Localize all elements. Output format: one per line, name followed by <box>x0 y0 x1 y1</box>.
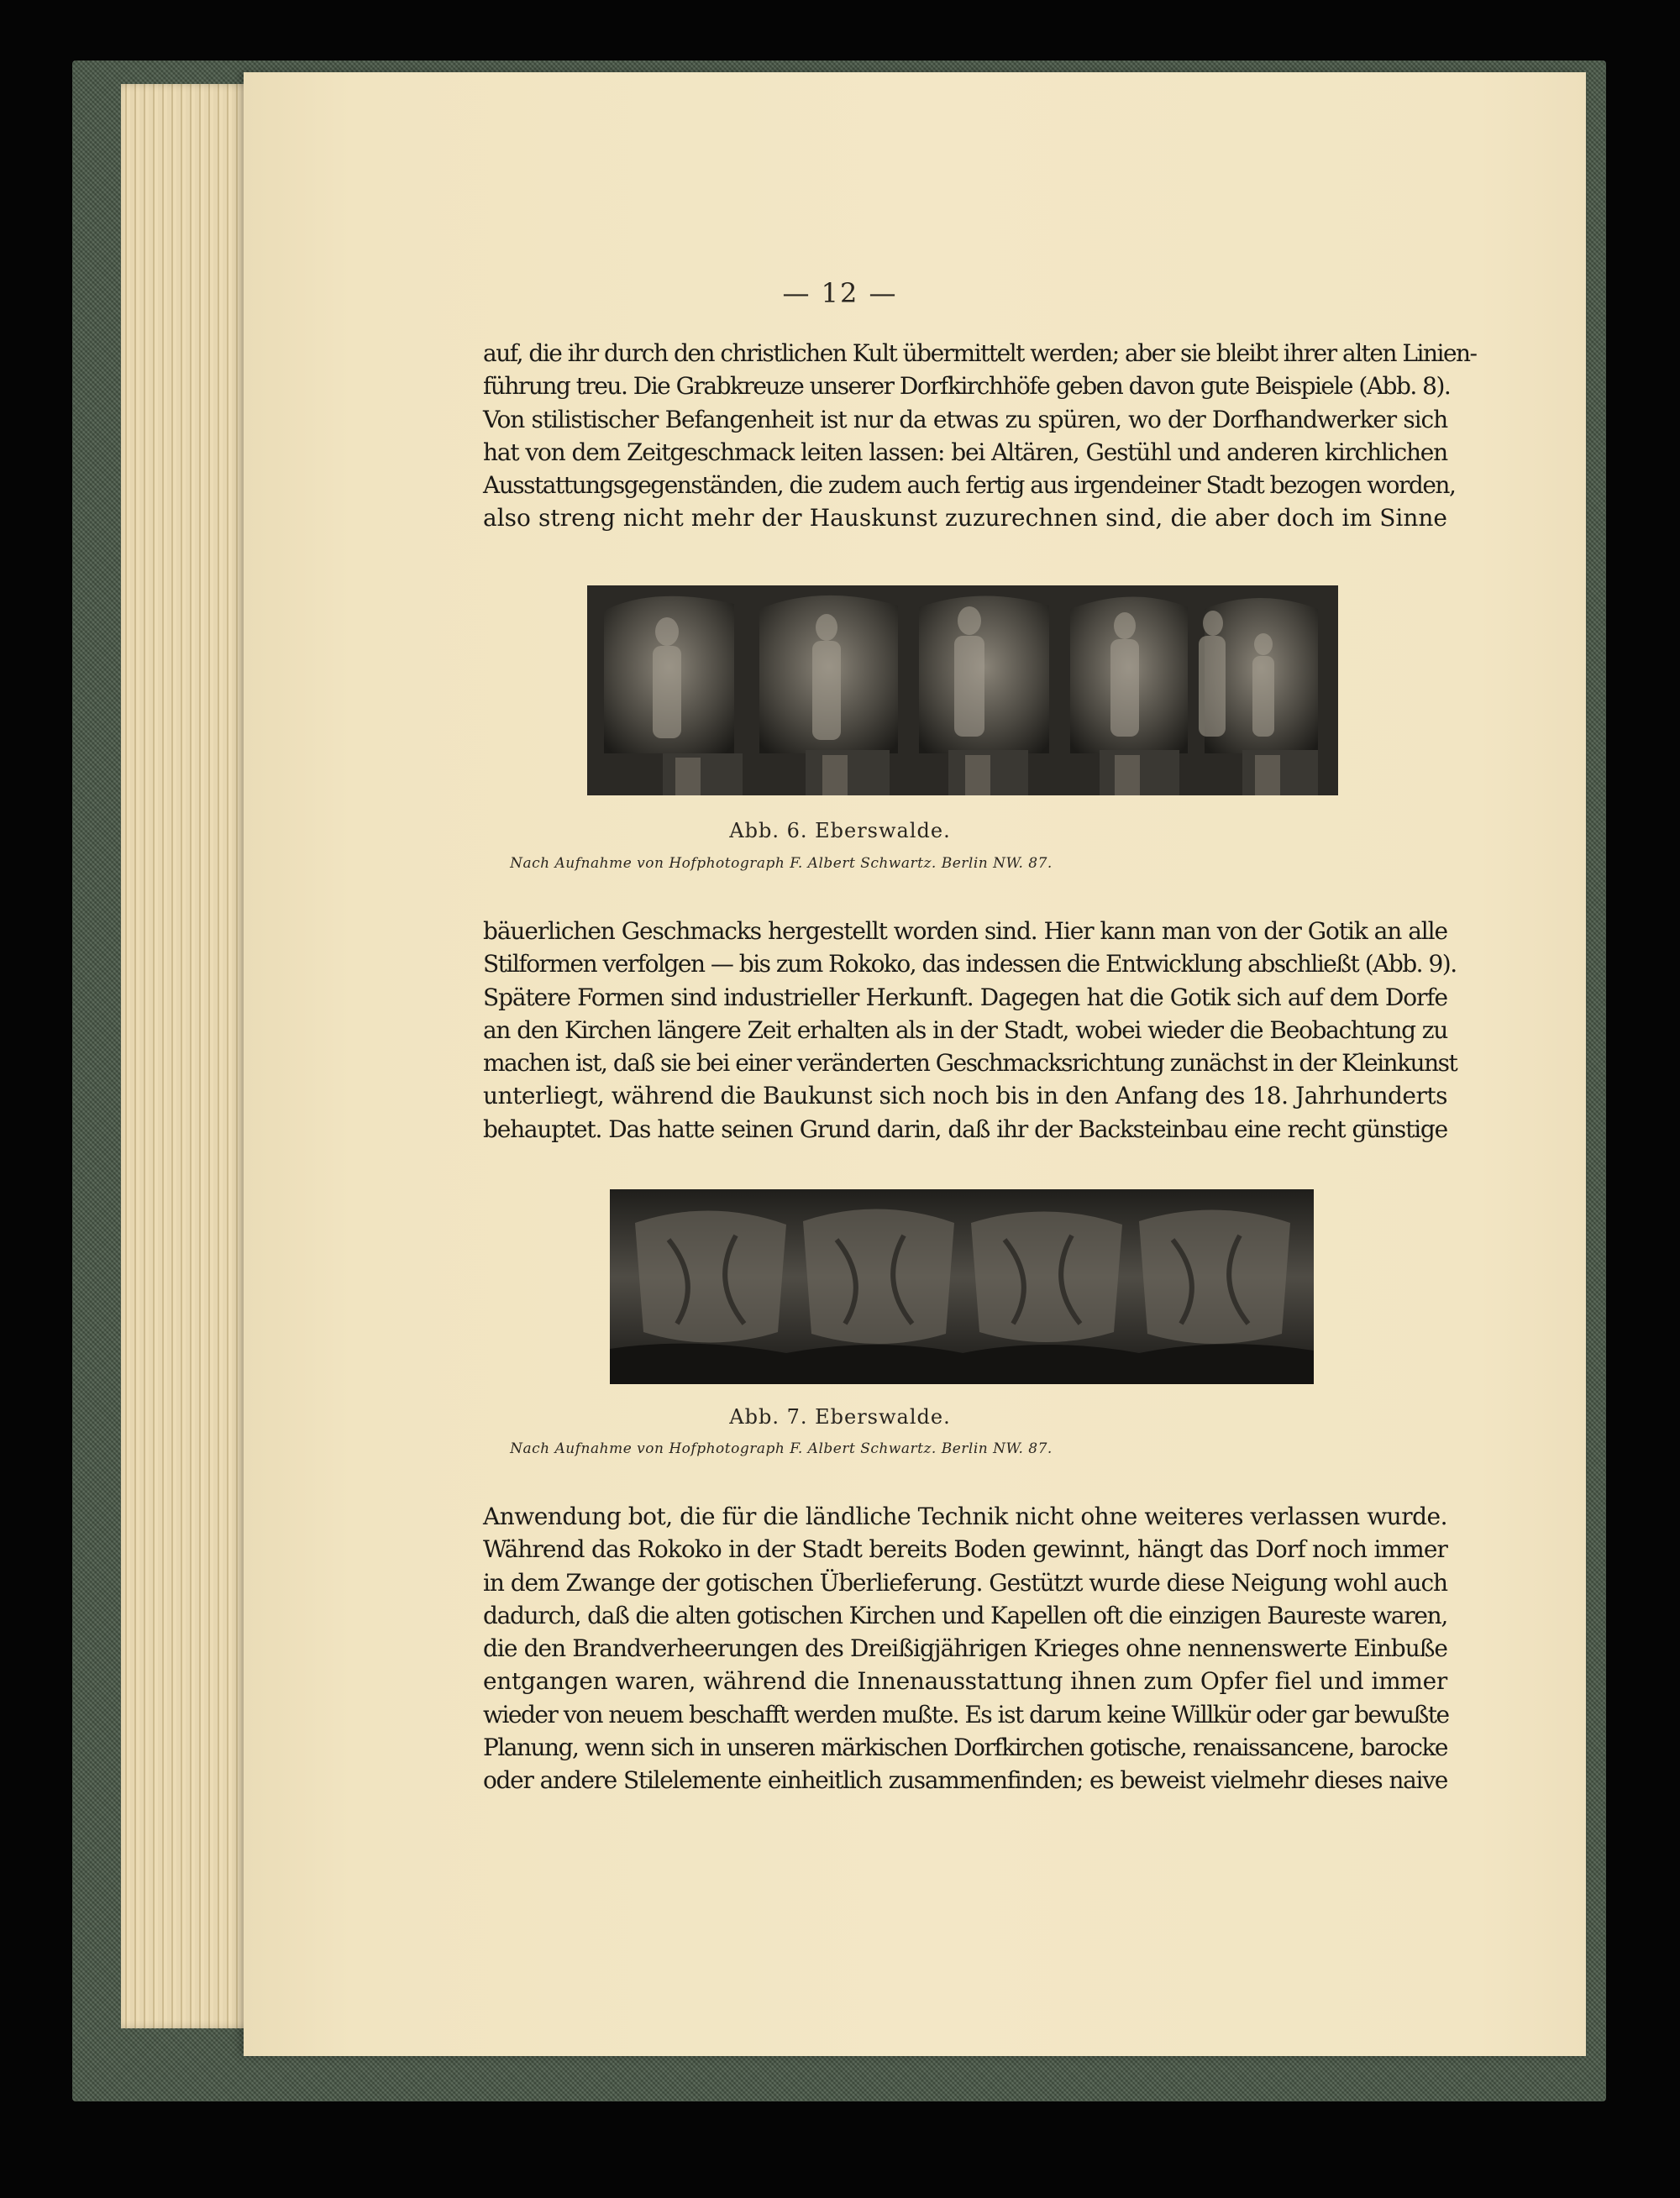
text-line: bäuerlichen Geschmacks hergestellt worden sind. Hier kann man von der Gotik an alle <box>483 917 1447 945</box>
text-line: machen ist, daß sie bei einer veränderten Geschmacksrichtung zunächst in der Kleinkunst <box>483 1049 1457 1078</box>
text-line: an den Kirchen längere Zeit erhalten als in der Stadt, wobei wieder die Beobachtung zu <box>483 1015 1447 1044</box>
page-edges <box>121 84 255 2028</box>
text-line: Von stilistischer Befangenheit ist nur da etwas zu spüren, wo der Dorfhandwerker sich <box>483 405 1447 433</box>
text-line: Ausstattungsgegenständen, die zudem auch fertig aus irgendeiner Stadt bezogen worden, <box>483 471 1456 500</box>
text-line: die den Brandverheerungen des Dreißigjährigen Krieges ohne nennenswerte Einbuße <box>483 1634 1447 1663</box>
paragraph-2 <box>483 915 1457 1146</box>
text-line: unterliegt, während die Baukunst sich noch bis in den Anfang des 18. Jahrhunderts <box>483 1082 1447 1110</box>
relief-frieze-image <box>587 585 1338 795</box>
figure-6-title: Abb. 6. Eberswalde. <box>729 819 951 842</box>
figure-6-credit: Nach Aufnahme von Hofphotograph F. Albert Schwartz. Berlin NW. 87. <box>510 855 1053 872</box>
figure-6-photo <box>587 585 1338 795</box>
text-line: entgangen waren, während die Innenausstattung ihnen zum Opfer fiel und immer <box>483 1667 1447 1696</box>
page-number: — 12 — <box>782 277 898 309</box>
text-line: Während das Rokoko in der Stadt bereits Boden gewinnt, hängt das Dorf noch immer <box>483 1535 1447 1564</box>
text-line: dadurch, daß die alten gotischen Kirchen und Kapellen oft die einzigen Baureste waren, <box>483 1601 1447 1629</box>
figure-7-title: Abb. 7. Eberswalde. <box>729 1405 951 1429</box>
text-line: behauptet. Das hatte seinen Grund darin, daß ihr der Backsteinbau eine recht günstige <box>483 1115 1447 1143</box>
text-line: Planung, wenn sich in unseren märkischen Dorfkirchen gotische, renaissancene, barocke <box>483 1734 1447 1762</box>
text-line: in dem Zwange der gotischen Überlieferung. Gestützt wurde diese Neigung wohl auch <box>483 1568 1447 1597</box>
text-line: Stilformen verfolgen — bis zum Rokoko, das indessen die Entwicklung abschließt (Abb. 9). <box>483 950 1457 978</box>
text-line: Spätere Formen sind industrieller Herkunft. Dagegen hat die Gotik sich auf dem Dorfe <box>483 983 1447 1011</box>
text-line: oder andere Stilelemente einheitlich zusammenfinden; es beweist vielmehr dieses naive <box>483 1766 1447 1795</box>
text-line: führung treu. Die Grabkreuze unserer Dorfkirchhöfe geben davon gute Beispiele (Abb. 8). <box>483 372 1451 401</box>
figure-7-photo <box>610 1189 1314 1384</box>
paragraph-1 <box>483 337 1477 535</box>
text-line: also streng nicht mehr der Hauskunst zuzurechnen sind, die aber doch im Sinne <box>483 504 1447 532</box>
text-line: auf, die ihr durch den christlichen Kult übermittelt werden; aber sie bleibt ihrer alten Linien- <box>483 339 1477 367</box>
text-line: Anwendung bot, die für die ländliche Technik nicht ohne weiteres verlassen wurde. <box>483 1503 1447 1530</box>
figure-7-credit: Nach Aufnahme von Hofphotograph F. Albert Schwartz. Berlin NW. 87. <box>510 1440 1053 1457</box>
capital-frieze-image <box>610 1189 1314 1384</box>
text-line: wieder von neuem beschafft werden mußte. Es ist darum keine Willkür oder gar bewußte <box>483 1700 1449 1728</box>
paragraph-3 <box>483 1500 1447 1797</box>
text-line: hat von dem Zeitgeschmack leiten lassen: bei Altären, Gestühl und anderen kirchlichen <box>483 438 1447 466</box>
